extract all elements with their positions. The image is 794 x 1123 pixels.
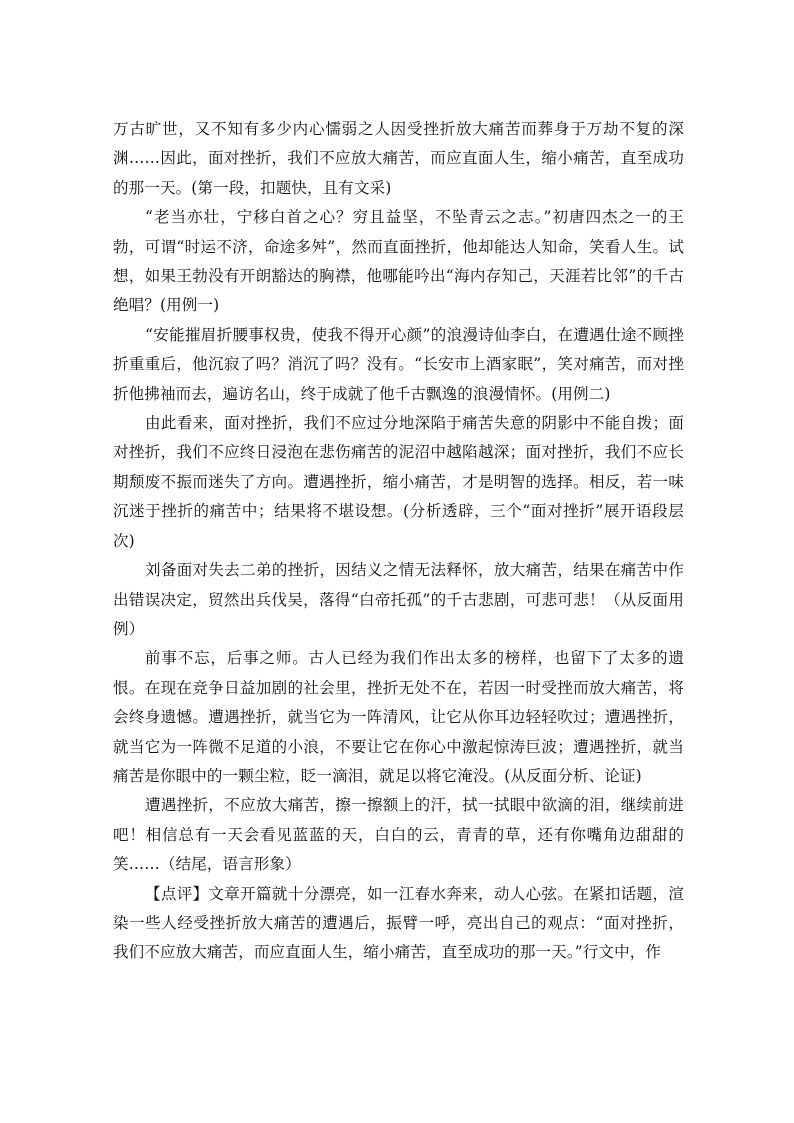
paragraph-example-liu-bei: 刘备面对失去二弟的挫折，因结义之情无法释怀，放大痛苦，结果在痛苦中作出错误决定，贸然出兵伐吴，落得“白帝托孤”的千古悲剧，可悲可悲！（从反面用例） — [113, 561, 684, 638]
paragraph-analysis: 由此看来，面对挫折，我们不应过分地深陷于痛苦失意的阴影中不能自拨；面对挫折，我们不应终日浸泡在悲伤痛苦的泥沼中越陷越深；面对挫折，我们不应长期颓废不振而迷失了方向。遭遇挫折，缩小痛苦，才是明智的选择。相反，若一味沉迷于挫折的痛苦中；结果将不堪设想。(分析透辟，三个“面对挫折”展开语段层次) — [113, 414, 684, 550]
paragraph-intro-continuation: 万古旷世，又不知有多少内心懦弱之人因受挫折放大痛苦而葬身于万劫不复的深渊……因此，面对挫折，我们不应放大痛苦，而应直面人生，缩小痛苦，直至成功的那一天。(第一段，扣题快，且有文采) — [113, 120, 684, 197]
paragraph-example-li-bai: “安能摧眉折腰事权贵，使我不得开心颜”的浪漫诗仙李白，在遭遇仕途不顾挫折重重后，他沉寂了吗？消沉了吗？没有。“长安市上酒家眠”，笑对痛苦，而对挫折他拂袖而去，遍访名山，终于成就了他千古飘逸的浪漫情怀。(用例二) — [113, 325, 684, 403]
paragraph-commentary: 【点评】文章开篇就十分漂亮，如一江春水奔来，动人心弦。在紧扣话题，渲染一些人经受挫折放大痛苦的遭遇后，振臂一呼，亮出自己的观点：“面对挫折，我们不应放大痛苦，而应直面人生，缩小痛苦，直至成功的那一天。”行文中，作 — [113, 884, 684, 962]
paragraph-counter-argument: 前事不忘，后事之师。古人已经为我们作出太多的榜样，也留下了太多的遗恨。在现在竞争日益加剧的社会里，挫折无处不在，若因一时受挫而放大痛苦，将会终身遗憾。遭遇挫折，就当它为一阵清风，让它从你耳边轻轻吹过；遭遇挫折，就当它为一阵微不足道的小浪，不要让它在你心中激起惊涛巨波；遭遇挫折，就当痛苦是你眼中的一颗尘粒，眨一滴泪，就足以将它淹没。(从反面分析、论证) — [113, 649, 684, 785]
paragraph-example-wang-bo: “老当亦壮，宁移白首之心？穷且益坚，不坠青云之志。”初唐四杰之一的王勃，可谓“时运不济，命途多舛”，然而直面挫折，他却能达人知命，笑看人生。试想，如果王勃没有开朗豁达的胸襟，他哪能吟出“海内存知己，天涯若比邻”的千古绝唱？(用例一) — [113, 208, 684, 315]
paragraph-conclusion: 遭遇挫折，不应放大痛苦，擦一擦额上的汗，拭一拭眼中欲滴的泪，继续前进吧！相信总有一天会看见蓝蓝的天，白白的云，青青的草，还有你嘴角边甜甜的笑……（结尾，语言形象） — [113, 796, 684, 874]
document-body — [113, 115, 684, 968]
